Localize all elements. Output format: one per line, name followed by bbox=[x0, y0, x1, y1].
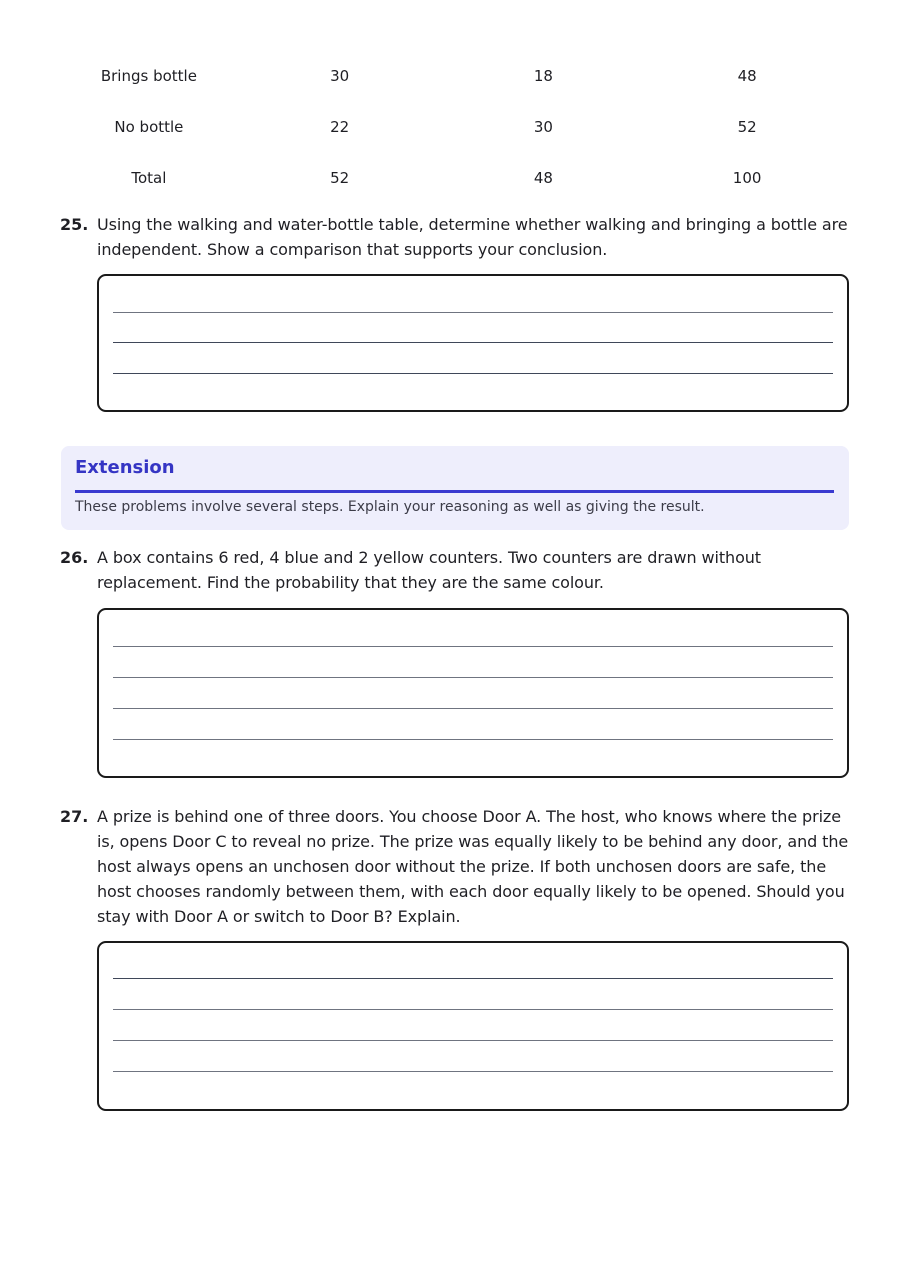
row-label: Total bbox=[131, 168, 167, 187]
question-number: 27. bbox=[60, 807, 89, 826]
table-cell: 100 bbox=[732, 168, 762, 187]
answer-line bbox=[113, 646, 833, 647]
answer-line bbox=[113, 677, 833, 678]
question-text: A prize is behind one of three doors. You choose Door A. The host, who knows where the prize is, opens Door C to reveal no prize. The prize was equally likely to be behind any door, and the host always opens an unchosen door without the prize. If both unchosen doors are safe, the host chooses randomly between them, with each door equally likely to be opened. Should you stay with Door A or switch to Door B? Explain. bbox=[97, 807, 849, 926]
table-cell: 18 bbox=[533, 66, 553, 85]
question-text: Using the walking and water-bottle table, determine whether walking and bringing a bottle are independent. Show a comparison that supports your conclusion. bbox=[97, 215, 848, 259]
answer-line bbox=[113, 342, 833, 343]
question-number: 25. bbox=[60, 215, 89, 234]
answer-box-25[interactable] bbox=[97, 274, 849, 412]
extension-title: Extension bbox=[75, 457, 175, 478]
table-cell: 22 bbox=[330, 117, 350, 136]
answer-box-27[interactable] bbox=[97, 941, 849, 1111]
extension-instructions: These problems involve several steps. Explain your reasoning as well as giving the result. bbox=[75, 499, 705, 515]
table-cell: 48 bbox=[533, 168, 553, 187]
table-cell: 30 bbox=[330, 66, 350, 85]
extension-callout bbox=[61, 446, 849, 530]
answer-line bbox=[113, 739, 833, 740]
answer-line bbox=[113, 373, 833, 374]
table-cell: 52 bbox=[330, 168, 350, 187]
answer-line bbox=[113, 708, 833, 709]
table-cell: 48 bbox=[737, 66, 757, 85]
answer-line bbox=[113, 978, 833, 979]
table-row bbox=[60, 101, 849, 152]
answer-line bbox=[113, 1009, 833, 1010]
question-text: A box contains 6 red, 4 blue and 2 yellow counters. Two counters are drawn without replacement. Find the probability that they are the same colour. bbox=[97, 548, 761, 592]
table-row bbox=[60, 50, 849, 101]
row-label: Brings bottle bbox=[100, 66, 197, 85]
table-cell: 30 bbox=[533, 117, 553, 136]
answer-line bbox=[113, 312, 833, 313]
table-cell: 52 bbox=[737, 117, 757, 136]
question-number: 26. bbox=[60, 548, 89, 567]
answer-line bbox=[113, 1071, 833, 1072]
two-way-table bbox=[60, 50, 849, 203]
extension-divider bbox=[75, 490, 834, 493]
answer-box-26[interactable] bbox=[97, 608, 849, 778]
table-row bbox=[60, 152, 849, 203]
row-label: No bottle bbox=[114, 117, 184, 136]
answer-line bbox=[113, 1040, 833, 1041]
